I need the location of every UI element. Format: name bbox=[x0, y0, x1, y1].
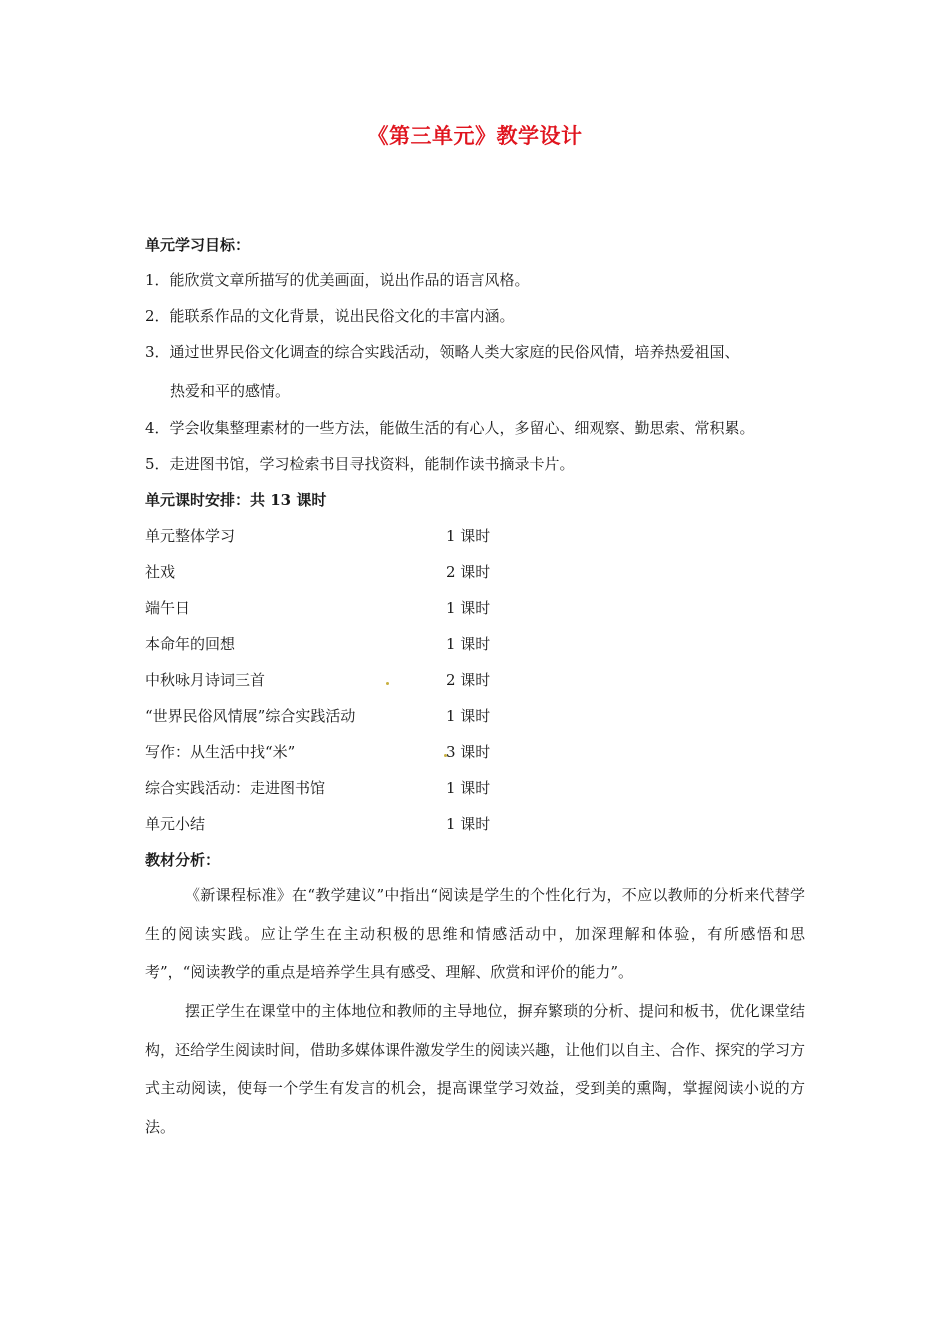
goal-item: 1．能欣赏文章所描写的优美画面，说出作品的语言风格。 bbox=[145, 271, 530, 289]
schedule-lesson-name: 写作：从生活中找“米” bbox=[145, 743, 296, 761]
schedule-lesson-name: 端午日 bbox=[145, 599, 191, 617]
schedule-lesson-name: 中秋咏月诗词三首 bbox=[145, 671, 266, 689]
schedule-lesson-hours: 3 课时 bbox=[446, 743, 491, 761]
schedule-lesson-name: 综合实践活动：走进图书馆 bbox=[145, 779, 326, 797]
schedule-lesson-hours: 1 课时 bbox=[446, 779, 491, 797]
schedule-lesson-hours: 2 课时 bbox=[446, 671, 491, 689]
schedule-lesson-hours: 2 课时 bbox=[446, 563, 491, 581]
stray-dot bbox=[386, 682, 389, 685]
schedule-lesson-hours: 1 课时 bbox=[446, 635, 491, 653]
document-title: 《第三单元》教学设计 bbox=[367, 123, 583, 148]
goals-heading: 单元学习目标： bbox=[145, 236, 251, 254]
schedule-lesson-hours: 1 课时 bbox=[446, 527, 491, 545]
schedule-lesson-name: 社戏 bbox=[145, 563, 176, 581]
schedule-lesson-hours: 1 课时 bbox=[446, 707, 491, 725]
schedule-lesson-hours: 1 课时 bbox=[446, 815, 491, 833]
schedule-lesson-name: 单元小结 bbox=[145, 815, 206, 833]
goal-item: 2．能联系作品的文化背景，说出民俗文化的丰富内涵。 bbox=[145, 307, 515, 325]
schedule-lesson-name: 本命年的回想 bbox=[145, 635, 236, 653]
analysis-paragraph: 摆正学生在课堂中的主体地位和教师的主导地位，摒弃繁琐的分析、提问和板书，优化课堂结构，还给学生阅读时间，借助多媒体课件激发学生的阅读兴趣，让他们以自主、合作、探究的学习方式主动阅读，使每一个学生有发言的机会，提高课堂学习效益，受到美的熏陶，掌握阅读小说的方法。 bbox=[145, 1002, 806, 1136]
schedule-lesson-name: “世界民俗风情展”综合实践活动 bbox=[145, 707, 356, 725]
goal-item: 5．走进图书馆，学习检索书目寻找资料，能制作读书摘录卡片。 bbox=[145, 455, 575, 473]
analysis-paragraph: 《新课程标准》在“教学建议”中指出“阅读是学生的个性化行为，不应以教师的分析来代替学生的阅读实践。应让学生在主动积极的思维和情感活动中，加深理解和体验，有所感悟和思考”，“阅读教学的重点是培养学生具有感受、理解、欣赏和评价的能力”。 bbox=[145, 886, 805, 981]
schedule-lesson-name: 单元整体学习 bbox=[145, 527, 236, 545]
goal-item-continuation: 热爱和平的感情。 bbox=[170, 382, 291, 400]
schedule-lesson-hours: 1 课时 bbox=[446, 599, 491, 617]
goal-item: 3．通过世界民俗文化调查的综合实践活动，领略人类大家庭的民俗风情，培养热爱祖国、 bbox=[145, 343, 740, 361]
goal-item: 4．学会收集整理素材的一些方法，能做生活的有心人，多留心、细观察、勤思索、常积累。 bbox=[145, 419, 755, 437]
analysis-heading: 教材分析： bbox=[145, 851, 221, 869]
schedule-heading: 单元课时安排：共 13 课时 bbox=[145, 491, 327, 509]
